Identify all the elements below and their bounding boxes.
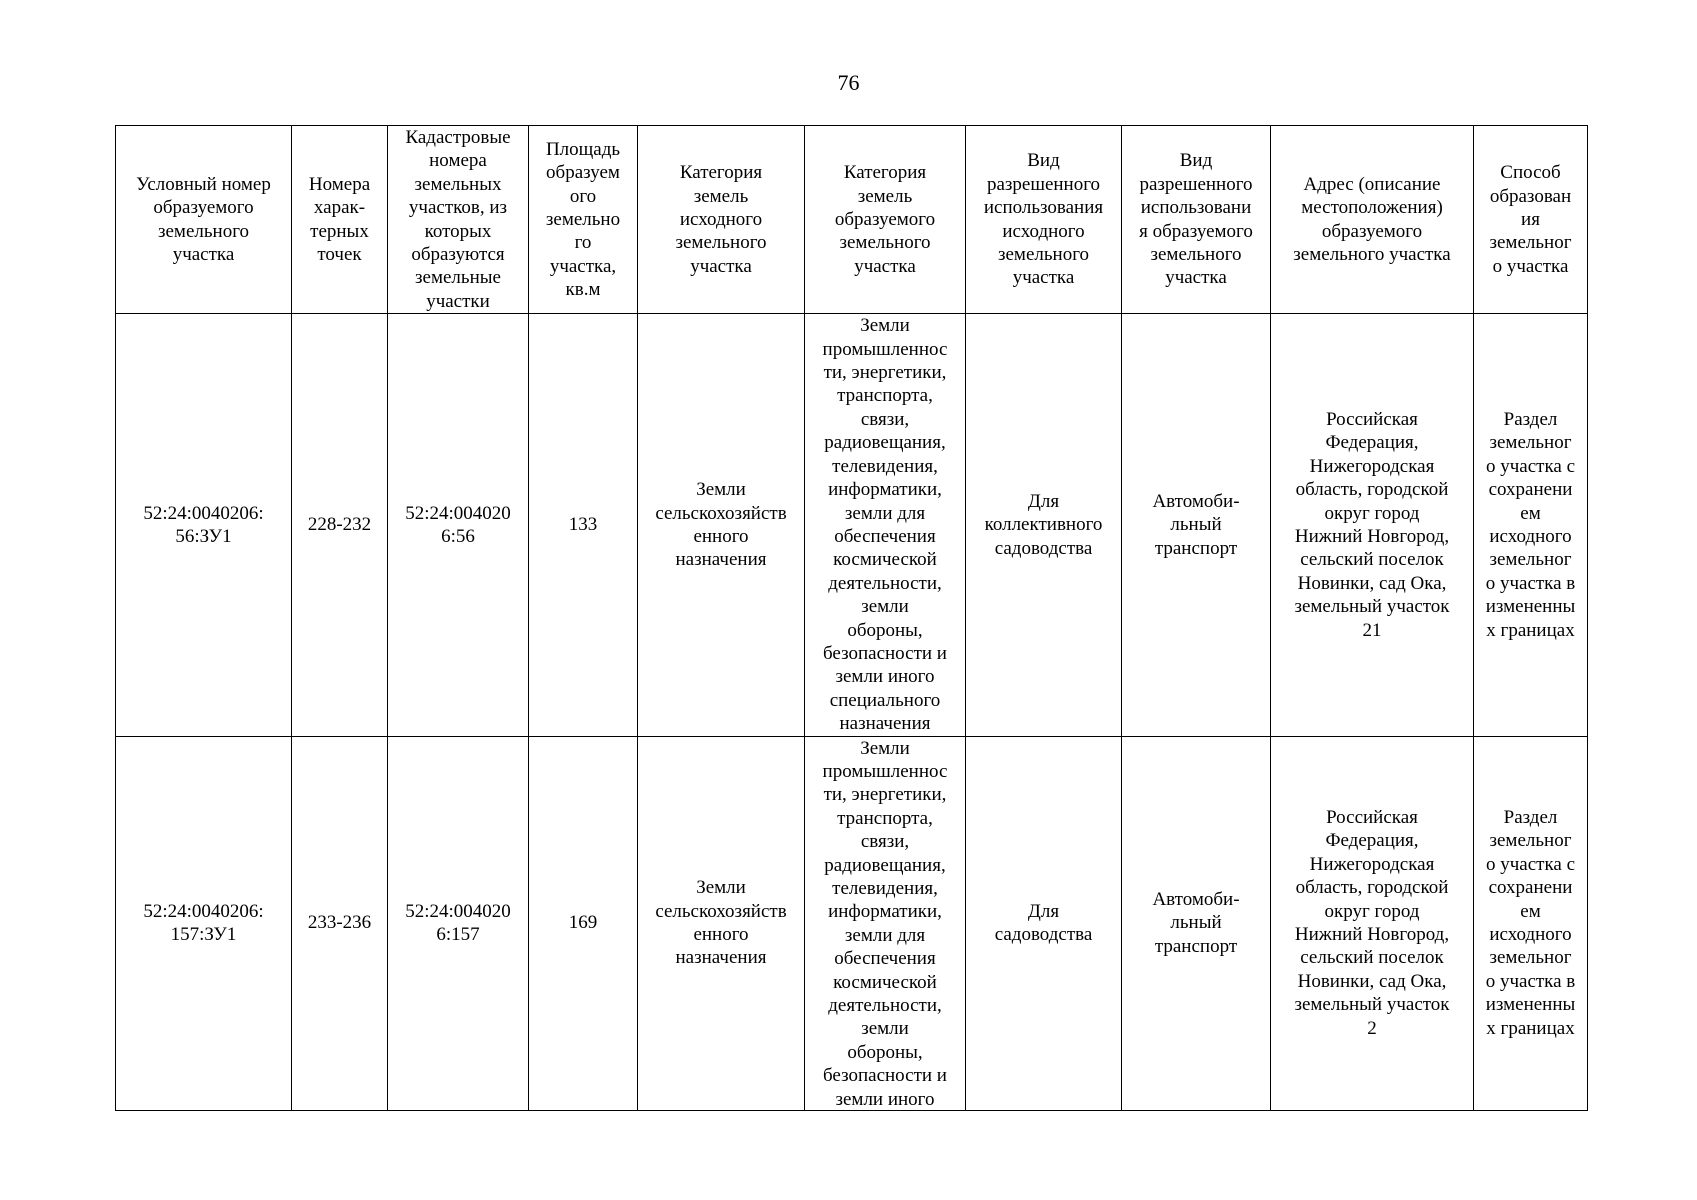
header-cell-line: образуемого [1321, 220, 1423, 242]
table-cell [966, 314, 1122, 736]
table-cell-line: Нижний Новгород, [1294, 525, 1450, 547]
table-cell-line: х границах [1486, 1017, 1575, 1039]
table-cell-line: деятельности, [828, 572, 942, 594]
table-cell-line: Земли [860, 315, 910, 337]
table-cell [1122, 314, 1271, 736]
table-cell [1271, 736, 1474, 1110]
table-cell-line: радиовещания, [824, 432, 946, 454]
table-cell-line: земельный участок [1294, 596, 1450, 618]
table-cell [529, 314, 638, 736]
table-cell-line: сельский поселок [1300, 549, 1444, 571]
table-cell-line: промышленнос [822, 338, 948, 360]
header-cell-line: участка [854, 255, 916, 277]
table-cell-line: транспорта, [837, 807, 933, 829]
table-cell-line: земельный участок [1294, 994, 1450, 1016]
table-cell-line: сохранени [1488, 877, 1573, 899]
table-cell-line: 169 [568, 912, 598, 934]
header-cell-line: Способ [1500, 162, 1561, 184]
header-cell-line: образуем [546, 162, 620, 184]
table-cell-line: 52:24:004020 [405, 502, 511, 524]
table-cell-line: округ город [1324, 900, 1420, 922]
table-cell [638, 736, 805, 1110]
table-cell [1271, 314, 1474, 736]
table-cell-line: обеспечения [834, 948, 936, 970]
table-cell-line: 157:ЗУ1 [170, 924, 237, 946]
table-cell-line: назначения [675, 549, 767, 571]
table-cell-line: о участка в [1485, 970, 1576, 992]
table-cell-line: 52:24:0040206: [143, 900, 264, 922]
table-cell-line: земли для [844, 502, 926, 524]
table-row [116, 736, 1588, 1110]
header-cell-line: Вид [1027, 150, 1060, 172]
header-cell-line: ия [1521, 208, 1540, 230]
header-cell-line: земельно [545, 208, 621, 230]
table-cell-line: измененны [1485, 994, 1576, 1016]
header-cell-line: земельного участка [1293, 244, 1451, 266]
header-cell-line: образуются [411, 244, 505, 266]
table-cell-line: Российская [1326, 408, 1418, 430]
table-cell-line: сохранени [1488, 479, 1573, 501]
table-cell-line: енного [693, 924, 749, 946]
table-cell-line: ти, энергетики, [823, 784, 947, 806]
table-cell-line: 52:24:004020 [405, 900, 511, 922]
table-cell-line: специального [829, 689, 941, 711]
table-cell-line: Автомоби- [1152, 490, 1240, 512]
table-cell-line: обороны, [847, 619, 923, 641]
header-cell-line: местоположения) [1301, 197, 1443, 219]
table-cell-line: Раздел [1503, 408, 1558, 430]
table-header-row [116, 126, 1588, 314]
table-cell-line: связи, [860, 831, 910, 853]
table-cell [638, 314, 805, 736]
header-cell [388, 126, 529, 314]
table-cell-line: связи, [860, 408, 910, 430]
table-cell [529, 736, 638, 1110]
table-cell-line: 133 [568, 514, 598, 536]
table-cell-line: земельног [1489, 830, 1572, 852]
table-cell-line: промышленнос [822, 760, 948, 782]
table-cell-line: область, городской [1295, 877, 1449, 899]
table-cell-line: земельног [1489, 549, 1572, 571]
header-cell-line: Категория [843, 162, 927, 184]
table-cell-line: транспорт [1154, 537, 1238, 559]
table-cell-line: Земли [860, 737, 910, 759]
header-cell-line: терных [310, 220, 369, 242]
table-cell-line: транспорт [1154, 935, 1238, 957]
table-cell-line: безопасности и [823, 1065, 947, 1087]
header-cell-line: Адрес (описание [1303, 173, 1441, 195]
table-cell-line: Земли [696, 877, 746, 899]
table-cell-line: сельский поселок [1300, 947, 1444, 969]
header-cell-line: образуемого [153, 197, 254, 219]
table-cell [388, 736, 529, 1110]
header-cell [292, 126, 388, 314]
table-cell-line: назначения [675, 947, 767, 969]
header-cell-line: номера [429, 150, 487, 172]
header-cell-line: земельного [157, 220, 250, 242]
table-cell-line: измененны [1485, 596, 1576, 618]
table-cell-line: земли иного [835, 666, 935, 688]
table-cell-line: земли [861, 596, 909, 618]
header-cell-line: Категория [679, 162, 763, 184]
table-cell-line: Нижегородская [1309, 853, 1435, 875]
table-cell-line: деятельности, [828, 995, 942, 1017]
header-cell-line: земельных [414, 173, 502, 195]
header-cell-line: земельного [839, 232, 931, 254]
table-cell-line: обороны, [847, 1041, 923, 1063]
table-cell [966, 736, 1122, 1110]
header-cell-line: я образуемого [1139, 220, 1253, 242]
table-cell-line: сельскохозяйств [655, 502, 787, 524]
header-cell [529, 126, 638, 314]
table-cell-line: транспорта, [837, 385, 933, 407]
table-cell-line: 6:56 [441, 525, 475, 547]
header-cell-line: земельного [997, 244, 1090, 266]
header-cell-line: образован [1489, 185, 1572, 207]
table-cell-line: 56:ЗУ1 [175, 525, 232, 547]
header-cell-line: Вид [1179, 150, 1213, 172]
header-cell-line: о участка [1492, 255, 1569, 277]
header-cell [1122, 126, 1271, 314]
table-cell-line: льный [1170, 514, 1222, 536]
table-cell-line: ем [1520, 900, 1541, 922]
header-cell-line: земель [693, 185, 749, 207]
header-cell-line: Кадастровые [405, 127, 511, 148]
header-cell-line: земельног [1489, 232, 1572, 254]
table-cell-line: о участка в [1485, 572, 1576, 594]
header-cell-line: разрешенного [986, 173, 1101, 195]
table-cell-line: исходного [1489, 525, 1572, 547]
table-cell-line: радиовещания, [824, 854, 946, 876]
table-cell [116, 736, 292, 1110]
header-cell-line: точек [317, 244, 362, 266]
land-plots-table [115, 125, 1588, 1111]
table-cell [1474, 314, 1588, 736]
header-cell [638, 126, 805, 314]
header-cell-line: участка [1012, 267, 1075, 289]
table-cell-line: Федерация, [1325, 432, 1419, 454]
header-cell-line: участки [426, 290, 490, 312]
header-cell [1271, 126, 1474, 314]
header-cell-line: участка [1165, 267, 1227, 289]
table-cell [116, 314, 292, 736]
table-cell-line: Раздел [1503, 807, 1558, 829]
table-cell-line: земельног [1489, 947, 1572, 969]
table-cell-line: космической [833, 549, 937, 571]
table-cell-line: земли [861, 1018, 909, 1040]
table-cell-line: земельног [1489, 432, 1572, 454]
table-cell-line: Нижегородская [1309, 455, 1435, 477]
table-cell-line: Нижний Новгород, [1294, 924, 1450, 946]
table-cell-line: исходного [1489, 924, 1572, 946]
table-cell-line: сельскохозяйств [655, 900, 787, 922]
header-cell-line: го [574, 232, 592, 254]
table-cell-line: 233-236 [307, 912, 372, 934]
header-cell-line: которых [424, 220, 492, 242]
table-cell [805, 736, 966, 1110]
table-cell-line: информатики, [828, 479, 942, 501]
table-cell-line: область, городской [1295, 479, 1449, 501]
header-cell-line: участка, [549, 255, 617, 277]
table-cell-line: Автомоби- [1152, 888, 1240, 910]
table-cell-line: Новинки, сад Ока, [1297, 970, 1447, 992]
table-cell-line: 21 [1362, 619, 1382, 641]
header-cell-line: разрешенного [1139, 173, 1253, 195]
header-cell-line: использовани [1140, 197, 1252, 219]
table-cell-line: 2 [1367, 1017, 1377, 1039]
header-cell-line: участка [172, 244, 235, 266]
table-row [116, 314, 1588, 736]
table-cell-line: Для [1027, 490, 1060, 512]
header-cell-line: Номера [308, 173, 371, 195]
table-cell-line: информатики, [828, 901, 942, 923]
header-cell-line: кв.м [565, 279, 601, 301]
header-cell [1474, 126, 1588, 314]
table-cell-line: телевидения, [832, 878, 938, 899]
table-cell-line: садоводства [994, 924, 1093, 946]
table-cell-line: Для [1027, 900, 1060, 922]
table-cell-line: Земли [696, 479, 746, 501]
table-cell-line: 6:157 [436, 924, 480, 946]
header-cell-line: образуемого [834, 208, 936, 230]
table-cell-line: Федерация, [1325, 830, 1419, 852]
table-cell-line: о участка с [1485, 853, 1576, 875]
table-cell [292, 736, 388, 1110]
table-cell [388, 314, 529, 736]
header-cell-line: исходного [1002, 220, 1085, 242]
table-cell-line: земли иного [835, 1088, 935, 1110]
header-cell-line: Условный номер [136, 173, 271, 195]
header-cell-line: земельные [415, 267, 501, 289]
table-cell-line: ти, энергетики, [823, 362, 947, 384]
table-cell-line: садоводства [994, 537, 1093, 559]
table-cell-line: 228-232 [307, 514, 372, 536]
header-cell-line: земельного [1150, 244, 1242, 266]
table-cell [1474, 736, 1588, 1110]
header-cell-line: ого [569, 185, 597, 207]
table-cell [292, 314, 388, 736]
table-cell-line: назначения [839, 713, 931, 735]
table-cell [1122, 736, 1271, 1110]
header-cell-line: Площадь [545, 138, 621, 160]
table-cell-line: о участка с [1485, 455, 1576, 477]
page-number: 76 [837, 70, 860, 95]
header-cell-line: участка [690, 255, 752, 277]
table-cell-line: ем [1520, 502, 1541, 524]
header-cell-line: харак- [313, 197, 366, 219]
table-cell-line: безопасности и [823, 642, 947, 664]
header-cell-line: использования [983, 197, 1104, 219]
table-cell-line: коллективного [984, 514, 1103, 536]
table-cell-line: телевидения, [832, 455, 938, 477]
table-cell-line: х границах [1486, 619, 1575, 641]
table-cell-line: 52:24:0040206: [143, 502, 264, 524]
table-cell-line: Российская [1326, 807, 1418, 829]
header-cell-line: земельного [675, 232, 767, 254]
table-cell-line: округ город [1324, 502, 1420, 524]
table-cell-line: обеспечения [834, 525, 936, 547]
header-cell-line: земель [857, 185, 913, 207]
table-cell-line: космической [833, 971, 937, 993]
header-cell-line: исходного [679, 208, 763, 230]
table-cell [805, 314, 966, 736]
table-cell-line: енного [693, 525, 749, 547]
header-cell [966, 126, 1122, 314]
table-cell-line: Новинки, сад Ока, [1297, 572, 1447, 594]
header-cell-line: участков, из [408, 197, 508, 219]
header-cell [116, 126, 292, 314]
table-cell-line: земли для [844, 924, 926, 946]
header-cell [805, 126, 966, 314]
table-cell-line: льный [1170, 912, 1222, 934]
